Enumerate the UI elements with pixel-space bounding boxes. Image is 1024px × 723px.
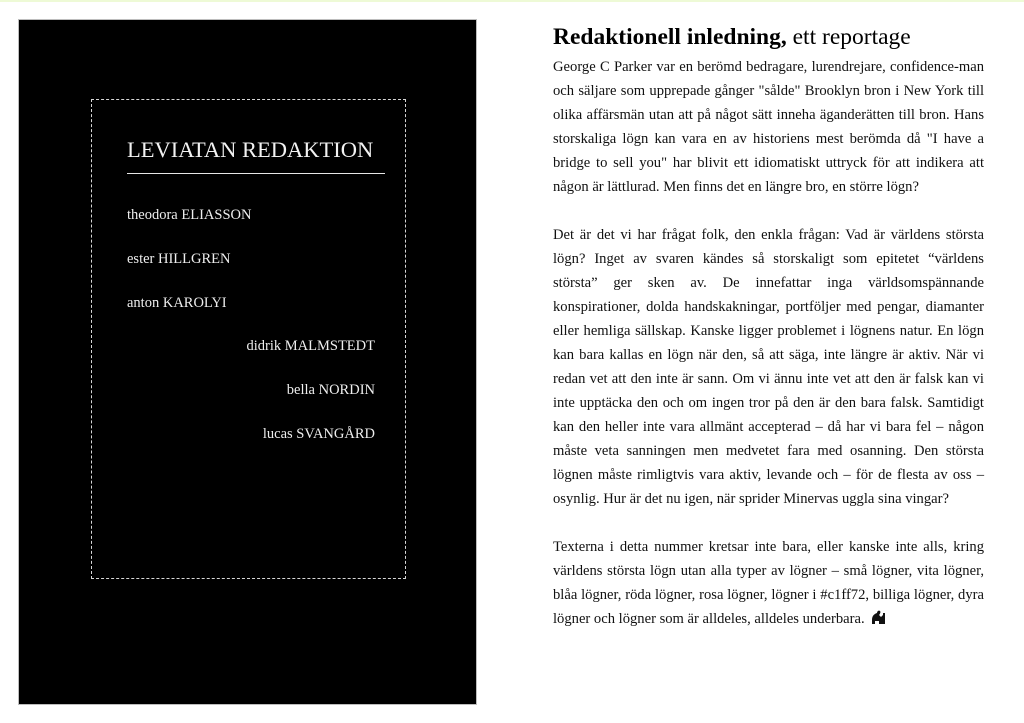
member-name (127, 294, 227, 312)
member-last-name: MALMSTEDT (284, 338, 375, 354)
member-name (287, 381, 375, 399)
member-first-name: bella (286, 382, 315, 398)
member-first-name: theodora (127, 207, 178, 223)
article (553, 22, 984, 631)
article-paragraph: Texterna i detta nummer kretsar inte bara, eller kanske inte alls, kring världens största lögn utan alla typer av lögner – små lögner, vita lögner, blåa lögner, röda lögner, rosa lögner, lögner i #c1ff72, billiga lögner, dyra lögner och lögner som är alldeles, alldeles underbara. (553, 539, 984, 627)
article-heading-rest: ett reportage (786, 24, 911, 50)
article-heading (553, 22, 984, 52)
article-heading-bold: Redaktionell inledning, (553, 24, 787, 50)
article-paragraph: George C Parker var en berömd bedragare, lurendrejare, confidence-man och säljare som upprepade gånger "sålde" Brooklyn bron i New York till olika affärsmän utan att på något sätt inneha äganderätten till bron. Hans storskaliga lögn kan vara en av historiens mest berömda då "I have a bridge to sell you" har blivit ett idiomatiskt uttryck för att indikera att någon är lättlurad. Men finns det en längre bro, en större lögn? (553, 59, 984, 195)
member-name (263, 425, 375, 443)
cover-panel (18, 19, 477, 705)
end-mark-icon (869, 609, 887, 625)
member-first-name: anton (127, 295, 160, 311)
member-name (247, 337, 376, 355)
member-name (127, 206, 251, 224)
article-paragraph-last (553, 535, 984, 631)
member-first-name: ester (127, 251, 155, 267)
member-first-name: lucas (262, 426, 293, 442)
cover-title-rule (127, 173, 385, 174)
member-last-name: NORDIN (318, 382, 375, 398)
cover-title: LEVIATAN REDAKTION (127, 137, 374, 162)
member-last-name: ELIASSON (181, 207, 252, 223)
article-paragraph: Det är det vi har frågat folk, den enkla frågan: Vad är världens största lögn? Inget av svaren kändes så storskaligt som epitetet “världens största” ger sken av. De innefattar inga världsomspännande konspirationer, dolda handskakningar, portföljer med pengar, diamanter eller hemliga sällskap. Kanske ligger problemet i lögnens natur. En lögn kan bara kallas en lögn när den, så att säga, inte längre är aktiv. När vi redan vet att den inte är sann. Om vi ännu inte vet att den är falsk kan vi inte upptäcka den och om ingen tror på den är den bara falsk. Samtidigt kan den heller inte vara allmänt accepterad – då har vi bara fel – någon måste veta sanningen men medvetet fara med osanning. Den största lögnen måste rimligtvis vara aktiv, levande och – för de flesta av oss – osynlig. Hur är det nu igen, när sprider Minervas uggla sina vingar? (553, 227, 984, 507)
paragraph-gap (553, 511, 984, 535)
member-last-name: HILLGREN (158, 251, 231, 267)
member-name (127, 250, 231, 268)
member-last-name: KAROLYI (162, 295, 227, 311)
member-last-name: SVANGÅRD (296, 426, 375, 442)
paragraph-gap (553, 199, 984, 223)
top-strip (0, 0, 1024, 2)
cover-dashed-frame (91, 99, 406, 579)
member-first-name: didrik (246, 338, 282, 354)
